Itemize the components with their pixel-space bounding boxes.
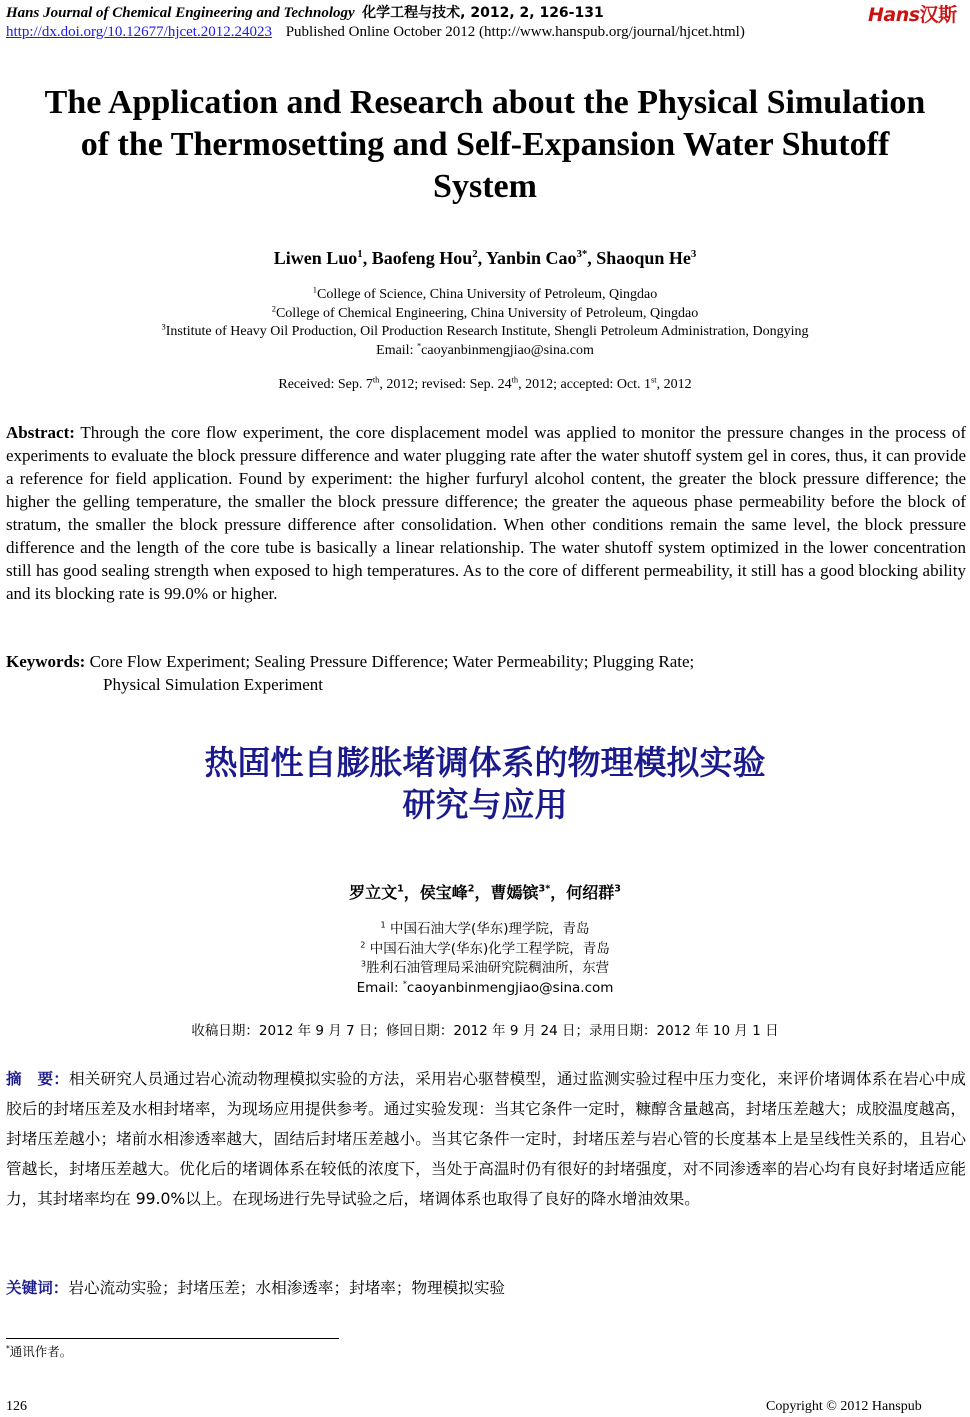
cn-title-line: 研究与应用 [402,785,568,824]
cn-affiliation [0,940,970,960]
author-name: Baofeng Hou [371,248,473,268]
cn-email-address[interactable]: caoyanbinmengjiao@sina.com [406,979,614,996]
author-name: Yanbin Cao [485,248,577,268]
cn-affiliation [0,959,970,979]
title-line: System [433,168,537,205]
journal-cn-info: 化学工程与技术, 2012, 2, 126-131 [362,5,604,21]
date-sup: st [651,375,657,385]
received-dates [0,377,970,393]
copyright: Copyright © 2012 Hanspub [766,1399,922,1414]
cn-author-name: 罗立文 [349,883,398,902]
date-sup: th [372,375,380,385]
journal-name: Hans Journal of Chemical Engineering and Technology [6,5,355,21]
paper-title [0,82,970,208]
abstract-text: Through the core flow experiment, the core displacement model was applied to monitor the pressure changes in the process of experiments to evaluate the block pressure difference and water plugging rate after the water shutoff system gel in cores, thus, it can provide a reference for field application. Found by experiment: the higher furfuryl alcohol content, the greater the block pressure difference; the higher the gelling temperature, the smaller the block pressure difference; the greater the aqueous phase permeability before the block of stratum, the smaller the block pressure difference after consolidation. When other conditions remain the same level, the block pressure difference and the length of the core tube is basically a linear relationship. The water shutoff system optimized in the lower concentration still has good sealing strength when exposed to high temperatures. As to the core of different permeability, it still has a good blocking ability and its blocking rate is 99.0% or higher. [6,423,966,603]
affiliation [0,305,970,324]
abstract-label: Abstract: [6,423,75,442]
cn-keywords-text: 岩心流动实验；封堵压差；水相渗透率；封堵率；物理模拟实验 [68,1279,506,1297]
affiliations [0,286,970,360]
cn-abstract-text: 相关研究人员通过岩心流动物理模拟实验的方法，采用岩心驱替模型，通过监测实验过程中压力变化，来评价堵调体系在岩心中成胶后的封堵压差及水相封堵率，为现场应用提供参考。通过实验发现：当其它条件一定时，糠醇含量越高，封堵压差越大；成胶温度越高，封堵压差越小；堵前水相渗透率越大，固结后封堵压差越小。当其它条件一定时，封堵压差与岩心管的长度基本上是呈线性关系的，且岩心管越长，封堵压差越大。优化后的堵调体系在较低的浓度下，当处于高温时仍有很好的封堵强度，对不同渗透率的岩心均有良好封堵适应能力，其封堵率均在 99.0%以上。在现场进行先导试验之后，堵调体系也取得了良好的降水增油效果。 [6,1070,966,1208]
keywords-line2: Physical Simulation Experiment [103,675,324,694]
footnote-rule [6,1338,339,1339]
author-sep: , [362,248,372,268]
cn-abstract [6,1064,966,1214]
author-sep: , [477,248,486,268]
affil-text: College of Science, China University of Petroleum, Qingdao [316,287,658,302]
cn-affiliation [0,920,970,940]
cn-keywords-label: 关键词： [6,1279,69,1297]
cn-email-sup: * [402,978,407,988]
cn-author-name: 侯宝峰 [419,883,468,902]
author-name: Shaoqun He [596,248,691,268]
abstract [6,421,966,605]
affil-text: Institute of Heavy Oil Production, Oil Production Research Institute, Shengli Petroleum Administration, Dongying [165,324,809,339]
email-sup: * [416,340,422,350]
cn-author-name: 曹嫣镔 [490,883,539,902]
doi-line [6,24,745,41]
email-label: Email: [376,342,417,358]
title-line: The Application and Research about the Physical Simulation [44,84,926,121]
author-name: Liwen Luo [273,248,358,268]
cn-author-list [0,880,970,903]
logo-latin: Hans [868,4,920,26]
author-sup: 2 [472,248,478,260]
cn-author-sup: 3 [614,883,621,895]
cn-affil-sup: 2 [360,939,366,949]
author-list [0,248,970,269]
journal-header [6,2,604,22]
cn-email-label: Email: [356,979,403,996]
cn-received-dates: 收稿日期：2012 年 9 月 7 日；修回日期：2012 年 9 月 24 日；录用日期：2012 年 10 月 1 日 [191,1023,779,1039]
date-text: , 2012; accepted: Oct. 1 [518,377,652,392]
cn-affil-sup: 3 [360,958,367,969]
doi-link[interactable]: http://dx.doi.org/10.12677/hjcet.2012.24023 [6,24,272,40]
author-sup: 3 [690,248,697,260]
footnote-text: 通讯作者。 [9,1344,73,1359]
date-text: Received: Sep. 7 [278,377,373,392]
cn-author-sup: 1 [397,883,404,895]
cn-email-line [0,979,970,999]
cn-affil-text: 胜利石油管理局采油研究院稠油所，东营 [366,960,610,976]
cn-author-sep: ， [474,883,491,902]
cn-affil-sup: 1 [380,919,386,930]
email-address[interactable]: caoyanbinmengjiao@sina.com [421,342,594,358]
author-sup: 1 [357,248,363,260]
affil-text: College of Chemical Engineering, China University of Petroleum, Qingdao [275,305,699,321]
title-line: of the Thermosetting and Self-Expansion Water Shutoff [80,126,890,163]
affiliation [0,323,970,342]
footnote [6,1342,72,1360]
keywords-label: Keywords: [6,652,86,671]
footnote-sup: * [6,1343,10,1353]
date-text: , 2012; revised: Sep. 24 [379,377,512,392]
logo-cn: 汉斯 [919,4,957,26]
cn-affiliations [0,920,970,998]
author-sup: 3* [576,248,588,260]
author-sep: , [587,248,597,268]
cn-affil-text: 中国石油大学(华东)理学院，青岛 [389,921,590,937]
date-sup: th [511,375,519,385]
cn-abstract-label: 摘 要： [6,1070,69,1088]
affil-sup: 2 [271,303,276,313]
cn-author-sep: ， [550,883,567,902]
cn-keywords [6,1273,966,1303]
cn-author-sup: 3* [538,883,551,895]
date-text: , 2012 [656,377,692,392]
affiliation [0,286,970,305]
cn-author-sep: ， [403,883,420,902]
hans-logo [868,0,957,27]
published-online: Published Online October 2012 (http://www.hanspub.org/journal/hjcet.html) [285,24,745,40]
keywords [6,650,966,696]
affil-sup: 3 [161,322,166,332]
email-line [0,342,970,361]
cn-title-line: 热固性自膨胀堵调体系的物理模拟实验 [204,743,766,782]
cn-author-name: 何绍群 [566,883,615,902]
page-number: 126 [6,1399,27,1414]
cn-author-sup: 2 [467,883,475,895]
keywords-line1: Core Flow Experiment; Sealing Pressure Difference; Water Permeability; Plugging Rate; [89,652,695,671]
cn-paper-title [0,742,970,826]
affil-sup: 1 [312,285,317,295]
cn-affil-text: 中国石油大学(华东)化学工程学院，青岛 [369,940,610,957]
